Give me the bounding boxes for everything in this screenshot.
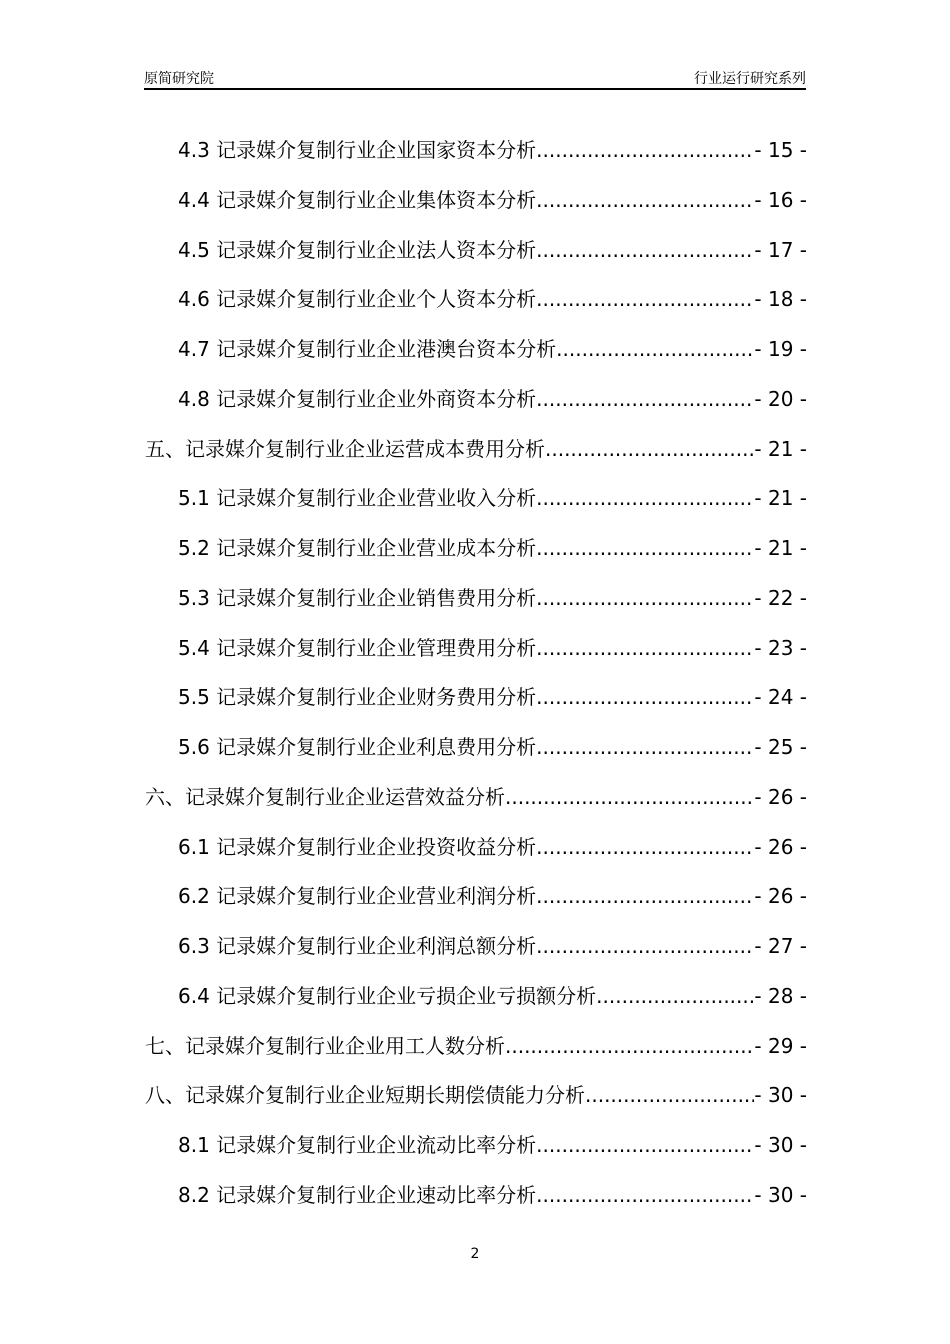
toc-entry-page: - 21 - [754, 536, 807, 560]
toc-entry-title: 八、记录媒介复制行业企业短期长期偿债能力分析 [145, 1083, 585, 1108]
toc-entry-page: - 28 - [754, 983, 807, 1008]
toc-entry[interactable] [145, 582, 807, 632]
toc-entry-title: 8.2 记录媒介复制行业企业速动比率分析 [178, 1182, 537, 1207]
toc-entry[interactable] [145, 681, 807, 731]
toc-entry-page: - 26 - [754, 834, 807, 859]
toc-entry[interactable] [145, 632, 807, 682]
toc-dot-leader [536, 234, 754, 266]
toc-dot-leader [536, 283, 754, 315]
toc-entry-page: - 30 - [754, 1182, 807, 1207]
toc-dot-leader [536, 582, 754, 614]
toc-entry-title: 六、记录媒介复制行业企业运营效益分析 [145, 784, 505, 809]
toc-entry-title: 6.2 记录媒介复制行业企业营业利润分析 [178, 884, 537, 909]
toc-entry-title: 五、记录媒介复制行业企业运营成本费用分析 [145, 436, 545, 461]
toc-entry-title: 5.3 记录媒介复制行业企业销售费用分析 [178, 585, 537, 610]
toc-dot-leader [536, 731, 754, 763]
toc-dot-leader [545, 433, 754, 465]
toc-entry-page: - 21 - [754, 436, 807, 461]
toc-entry-page: - 29 - [754, 1033, 807, 1058]
toc-dot-leader [536, 681, 754, 713]
toc-entry-title: 4.3 记录媒介复制行业企业国家资本分析 [178, 138, 537, 162]
toc-dot-leader [536, 1179, 754, 1211]
toc-entry[interactable] [145, 1129, 807, 1179]
toc-entry[interactable] [145, 1030, 807, 1080]
toc-entry-page: - 20 - [754, 386, 807, 411]
toc-entry[interactable] [145, 930, 807, 980]
toc-entry-title: 5.1 记录媒介复制行业企业营业收入分析 [178, 486, 537, 511]
toc-entry-page: - 26 - [754, 784, 807, 809]
toc-entry-page: - 22 - [754, 585, 807, 610]
toc-entry[interactable] [145, 333, 807, 383]
toc-dot-leader [536, 482, 754, 514]
toc-entry-page: - 24 - [754, 685, 807, 710]
table-of-contents [145, 134, 807, 1229]
toc-entry-title: 6.4 记录媒介复制行业企业亏损企业亏损额分析 [178, 983, 597, 1008]
toc-entry[interactable] [145, 980, 807, 1030]
toc-dot-leader [505, 1030, 754, 1062]
toc-entry-title: 6.3 记录媒介复制行业企业利润总额分析 [178, 934, 537, 958]
toc-entry-page: - 25 - [754, 735, 807, 759]
toc-dot-leader [536, 930, 754, 962]
toc-dot-leader [536, 532, 754, 564]
toc-entry[interactable] [145, 134, 807, 184]
toc-entry-title: 4.4 记录媒介复制行业企业集体资本分析 [178, 187, 537, 212]
toc-entry[interactable] [145, 283, 807, 333]
toc-entry-title: 七、记录媒介复制行业企业用工人数分析 [145, 1033, 505, 1058]
toc-entry-title: 5.6 记录媒介复制行业企业利息费用分析 [178, 735, 537, 759]
toc-entry-page: - 15 - [754, 138, 807, 162]
toc-dot-leader [585, 1079, 754, 1111]
toc-entry-title: 6.1 记录媒介复制行业企业投资收益分析 [178, 834, 537, 859]
header-organization: 原简研究院 [144, 71, 214, 87]
toc-entry[interactable] [145, 234, 807, 284]
toc-entry[interactable] [145, 433, 807, 483]
toc-dot-leader [536, 1129, 754, 1161]
toc-entry-page: - 26 - [754, 884, 807, 909]
toc-dot-leader [536, 880, 754, 912]
header-series: 行业运行研究系列 [694, 71, 806, 87]
toc-dot-leader [505, 781, 754, 813]
toc-dot-leader [596, 980, 754, 1012]
toc-entry-title: 4.6 记录媒介复制行业企业个人资本分析 [178, 287, 537, 312]
toc-entry[interactable] [145, 184, 807, 234]
toc-entry-page: - 30 - [754, 1133, 807, 1157]
toc-dot-leader [556, 333, 754, 365]
toc-entry-title: 5.5 记录媒介复制行业企业财务费用分析 [178, 685, 537, 710]
toc-entry-title: 5.2 记录媒介复制行业企业营业成本分析 [178, 536, 537, 560]
toc-dot-leader [536, 632, 754, 664]
toc-dot-leader [536, 134, 754, 166]
toc-entry[interactable] [145, 1179, 807, 1229]
toc-entry[interactable] [145, 532, 807, 582]
toc-entry[interactable] [145, 781, 807, 831]
page-header [144, 66, 806, 90]
toc-entry-title: 4.5 记录媒介复制行业企业法人资本分析 [178, 237, 537, 262]
toc-entry-page: - 27 - [754, 934, 807, 958]
toc-entry-page: - 23 - [754, 635, 807, 660]
toc-entry-page: - 19 - [754, 337, 807, 361]
toc-entry[interactable] [145, 1079, 807, 1129]
toc-entry[interactable] [145, 880, 807, 930]
toc-dot-leader [536, 831, 754, 863]
page-number: 2 [470, 1246, 480, 1262]
toc-entry[interactable] [145, 482, 807, 532]
toc-entry-page: - 21 - [754, 486, 807, 511]
toc-entry-title: 8.1 记录媒介复制行业企业流动比率分析 [178, 1133, 537, 1157]
toc-entry-title: 4.7 记录媒介复制行业企业港澳台资本分析 [178, 337, 557, 361]
toc-entry-page: - 17 - [754, 237, 807, 262]
toc-entry-page: - 16 - [754, 187, 807, 212]
toc-entry-title: 5.4 记录媒介复制行业企业管理费用分析 [178, 635, 537, 660]
toc-entry-page: - 30 - [754, 1083, 807, 1108]
toc-entry[interactable] [145, 383, 807, 433]
toc-entry-title: 4.8 记录媒介复制行业企业外商资本分析 [178, 386, 537, 411]
toc-entry[interactable] [145, 731, 807, 781]
toc-dot-leader [536, 184, 754, 216]
toc-dot-leader [536, 383, 754, 415]
toc-entry[interactable] [145, 831, 807, 881]
toc-entry-page: - 18 - [754, 287, 807, 312]
